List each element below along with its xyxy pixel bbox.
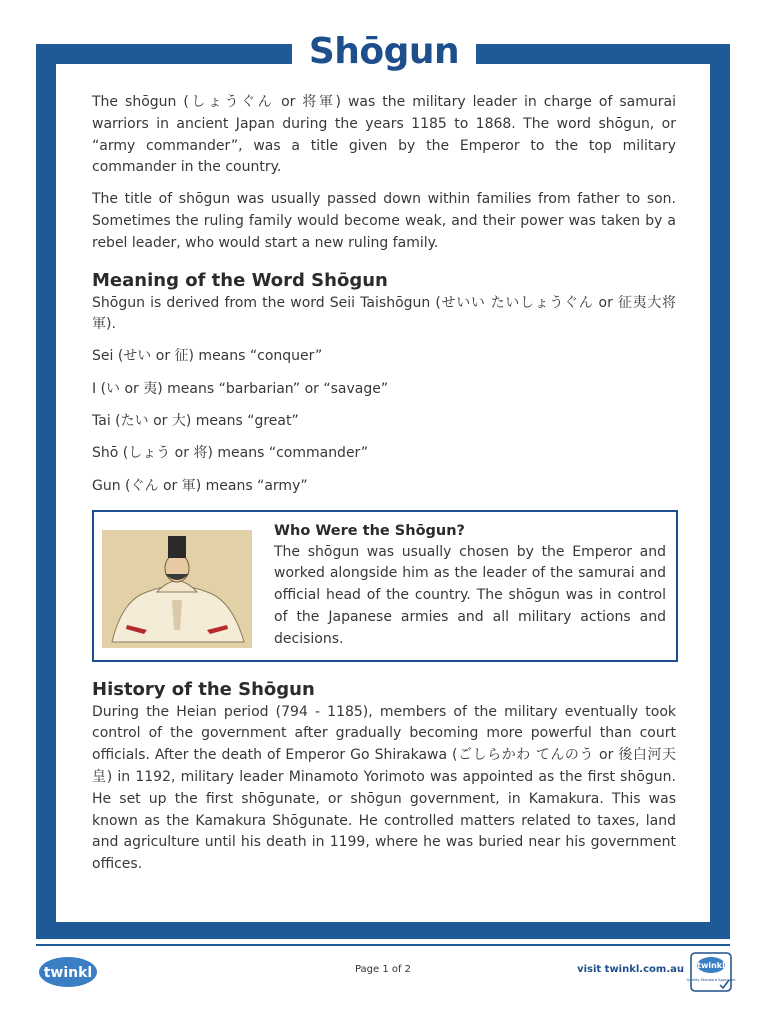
quality-badge-icon	[686, 952, 736, 992]
meaning-item: Tai (たい or 大) means “great”	[92, 412, 299, 429]
meaning-item: Gun (ぐん or 軍) means “army”	[92, 477, 308, 494]
info-box-text	[274, 520, 666, 651]
twinkl-logo[interactable]	[38, 956, 98, 988]
intro-paragraph-1: The shōgun (しょうぐん or 将軍) was the military leader in charge of samurai warriors in ancient Japan during the years 1185 to 1868. The word shōgun, or “army commander”, was a title given by the Emperor to the top military commander in the country.	[92, 94, 676, 176]
meaning-intro: Shōgun is derived from the word Seii Taishōgun (せいい たいしょうぐん or 征夷大将軍).	[92, 294, 676, 333]
badge-text: Quality Standard Approved	[686, 978, 736, 982]
badge-brand-text: twinkl	[697, 961, 725, 970]
info-box-title: Who Were the Shōgun?	[274, 522, 465, 539]
info-box-body: The shōgun was usually chosen by the Emperor and worked alongside him as the leader of the samurai and official head of the country. The shōgun was in control of the Japanese armies and all military actions and decisions.	[274, 543, 666, 647]
meaning-heading: Meaning of the Word Shōgun	[92, 269, 388, 291]
shogun-portrait-image	[102, 530, 252, 648]
history-heading: History of the Shōgun	[92, 678, 315, 700]
meaning-section	[92, 269, 676, 498]
meaning-item: Shō (しょう or 将) means “commander”	[92, 445, 369, 462]
logo-text: twinkl	[43, 965, 93, 981]
title-box	[292, 28, 476, 76]
meaning-item: I (い or 夷) means “barbarian” or “savage”	[92, 380, 389, 397]
visit-link[interactable]: visit twinkl.com.au	[577, 964, 684, 975]
content	[92, 92, 676, 886]
intro-paragraph-2: The title of shōgun was usually passed down within families from father to son. Sometimes the ruling family would become weak, and their power was taken by a rebel leader, who would start a new ruling family.	[92, 191, 676, 251]
history-section	[92, 678, 676, 876]
meaning-item: Sei (せい or 征) means “conquer”	[92, 348, 323, 365]
info-box	[92, 510, 678, 662]
page-number: Page 1 of 2	[354, 964, 412, 975]
footer-divider	[36, 944, 730, 946]
history-paragraph: During the Heian period (794 - 1185), members of the military eventually took control of the government after gradually becoming more powerful than court officials. After the death of Emperor Go Shirakawa (ごしらかわ てんのう or 後白河天皇) in 1192, military leader Minamoto Yorimoto was appointed as the first shōgun. He set up the first shōgunate, or shōgun government, in Kamakura. This was known as the Kamakura Shōgunate. He controlled matters related to taxes, land and agriculture until his death in 1199, where he was buried near his government offices.	[92, 703, 676, 873]
page-title: Shōgun	[308, 31, 460, 72]
